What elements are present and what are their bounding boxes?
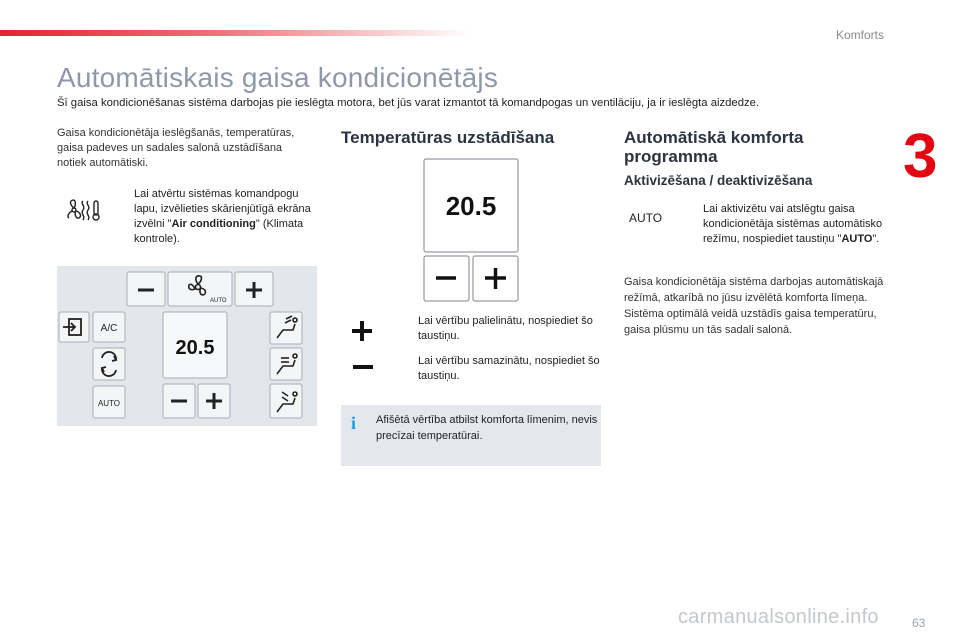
activation-subheading: Aktivizēšana / deaktivizēšana [624, 173, 813, 188]
page-number: 63 [912, 616, 926, 630]
air-distribution-down-button[interactable] [270, 384, 302, 418]
auto-label: AUTO [629, 211, 663, 225]
air-conditioning-label: Air conditioning [171, 218, 256, 230]
page-title: Automātiskais gaisa kondicionētājs [57, 62, 499, 93]
recirculation-exit-button[interactable] [59, 312, 89, 342]
temperature-display [163, 312, 227, 378]
air-distribution-middle-button[interactable] [270, 348, 302, 380]
temperature-plus-button-large[interactable] [473, 256, 518, 301]
fan-auto-button[interactable] [168, 272, 232, 306]
ac-label: A/C [100, 323, 118, 334]
bullet-increase-text: Lai vērtību palielinātu, nospiediet šo taustiņu. [418, 315, 593, 342]
auto-bold-label: AUTO [841, 233, 873, 245]
climate-menu-icon [66, 197, 104, 223]
recirculation-button[interactable] [93, 348, 125, 380]
auto-button-label: AUTO [97, 399, 121, 408]
intro-text: Šī gaisa kondicionēšanas sistēma darbojas pie ieslēgta motora, bet jūs varat izmantot tā komandpogas un ventilāciju, ja ir ieslēgta aizdedze. [57, 97, 760, 109]
ac-button[interactable] [93, 312, 125, 342]
fan-auto-label: AUTO [210, 298, 227, 304]
temperature-minus-button-large[interactable] [424, 256, 469, 301]
bullet-decrease [398, 354, 608, 384]
climate-control-panel [57, 266, 317, 426]
minus-icon [352, 362, 374, 372]
bullet-text-post: " (Klimata kontrole). [134, 218, 304, 245]
bullet-auto-mode [683, 202, 893, 247]
temperature-heading: Temperatūras uzstādīšana [341, 128, 555, 147]
watermark: carmanualsonline.info [678, 606, 879, 628]
temperature-value-large: 20.5 [445, 191, 497, 221]
bullet-open-menu [114, 187, 324, 247]
bullet-increase [398, 314, 608, 344]
info-note [341, 405, 601, 466]
chapter-number: 3 [903, 122, 938, 191]
temperature-display-large [424, 159, 518, 252]
temperature-panel [423, 158, 519, 302]
section-name: Komforts [835, 28, 884, 42]
temperature-value: 20.5 [175, 337, 215, 359]
temp-minus-button-top[interactable] [127, 272, 165, 306]
bullet-text-pre: Lai atvērtu sistēmas komandpogu lapu, izvēlieties skārienjūtīgā ekrāna izvēlni " [134, 188, 311, 230]
temp-minus-button[interactable] [163, 384, 195, 418]
bullet-auto-text-pre: Lai aktivizētu vai atslēgtu gaisa kondicionētāja sistēmas automātisko režīmu, nospiediet taustiņu " [703, 203, 883, 245]
temp-plus-button-top[interactable] [235, 272, 273, 306]
bullet-auto-text-post: ". [872, 233, 880, 245]
info-text: Afišētā vērtība atbilst komforta līmenim, nevis precīzai temperatūrai. [376, 414, 598, 442]
auto-program-heading: Automātiskā komforta programma [624, 128, 804, 166]
air-distribution-up-button[interactable] [270, 312, 302, 344]
bullet-decrease-text: Lai vērtību samazinātu, nospiediet šo taustiņu. [418, 355, 600, 382]
plus-icon [350, 319, 374, 343]
header-accent-bar [0, 30, 470, 36]
col1-description: Gaisa kondicionētāja ieslēgšanās, temperatūras, gaisa padeves un sadales salonā uzstādīšana notiek automātiski. [57, 127, 295, 169]
auto-button[interactable] [93, 386, 125, 418]
auto-mode-description: Gaisa kondicionētāja sistēma darbojas automātiskajā režīmā, atkarībā no jūsu izvēlētā komforta līmeņa. Sistēma optimālā veidā uzstādīs gaisa temperatūru, gaisa plūsmu un tās sadali salonā. [624, 276, 884, 336]
info-icon: i [351, 413, 357, 433]
temp-plus-button[interactable] [198, 384, 230, 418]
